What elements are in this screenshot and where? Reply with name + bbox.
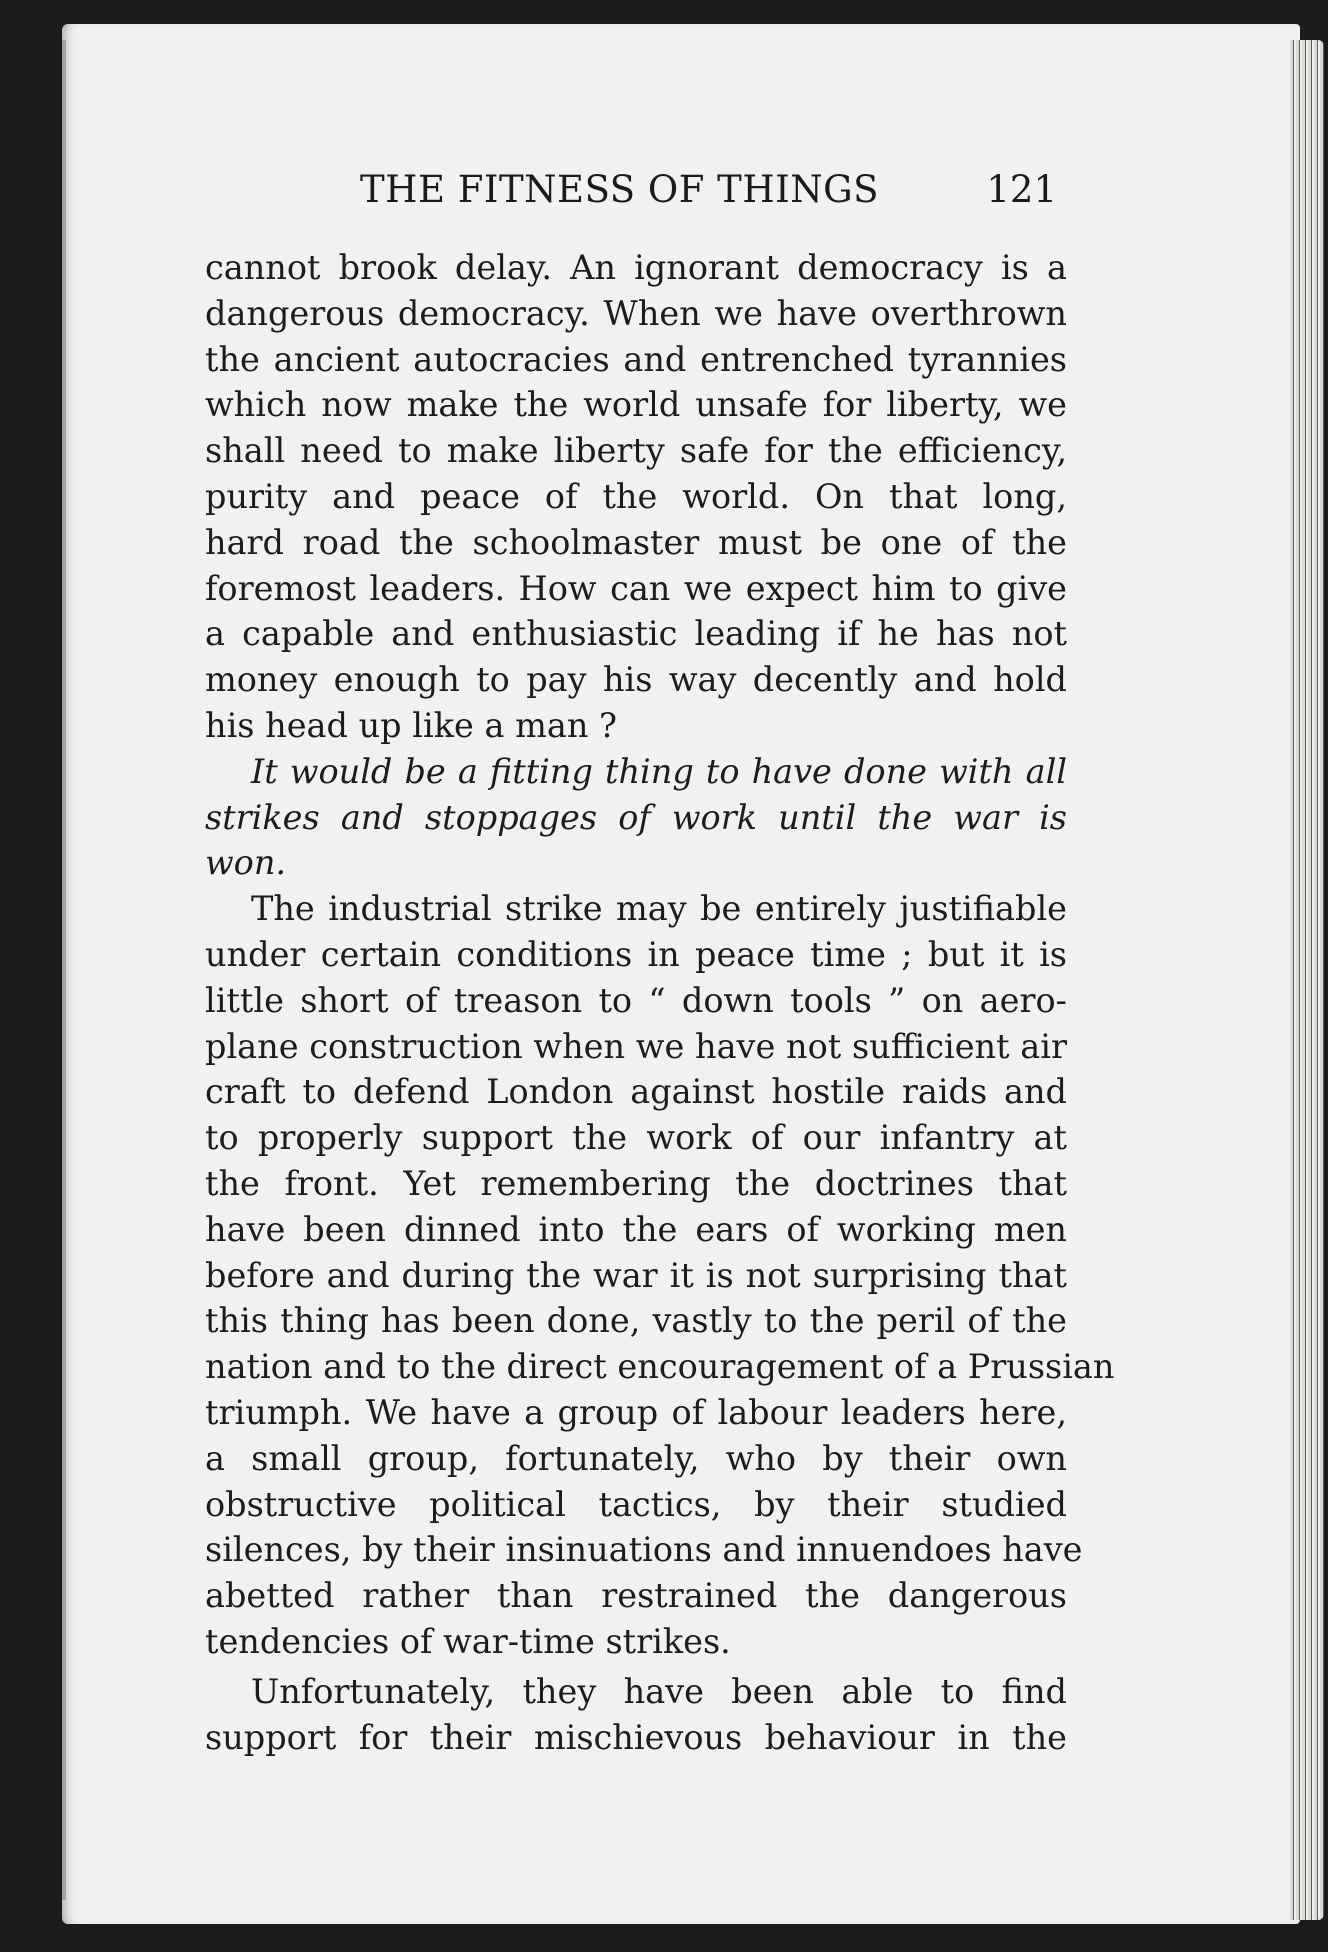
page-number: 121 <box>986 168 1057 211</box>
text-line: tendencies of war-time strikes. <box>205 1621 731 1661</box>
text-line: the front. Yet remembering the doctrines that <box>205 1163 1067 1203</box>
text-line: shall need to make liberty safe for the efficiency, <box>205 431 1067 471</box>
page-gutter <box>62 40 66 1900</box>
text-line: little short of treason to “ down tools ” on aero- <box>205 980 1067 1020</box>
text-line: a small group, fortunately, who by their own <box>205 1438 1067 1478</box>
running-title: THE FITNESS OF THINGS <box>360 168 879 211</box>
text-line: purity and peace of the world. On that long, <box>205 476 1067 516</box>
text-line: won. <box>205 843 287 883</box>
text-line: which now make the world unsafe for liberty, we <box>205 385 1067 425</box>
text-line: craft to defend London against hostile raids and <box>205 1072 1067 1112</box>
text-line: cannot brook delay. An ignorant democracy is a <box>205 248 1067 287</box>
text-line: The industrial strike may be entirely justifiable <box>251 889 1067 929</box>
text-line: abetted rather than restrained the dangerous <box>205 1576 1067 1616</box>
paragraph <box>205 886 1115 1665</box>
text-line: under certain conditions in peace time ; but it is <box>205 934 1067 974</box>
text-line: plane construction when we have not sufficient air <box>205 1026 1067 1066</box>
text-line: foremost leaders. How can we expect him to give <box>205 568 1067 608</box>
text-line: the ancient autocracies and entrenched tyrannies <box>205 339 1067 379</box>
text-line: hard road the schoolmaster must be one of the <box>205 522 1067 562</box>
text-line: money enough to pay his way decently and hold <box>205 660 1067 700</box>
text-line: dangerous democracy. When we have overthrown <box>205 293 1067 333</box>
text-line: strikes and stoppages of work until the war is <box>205 797 1067 837</box>
text-line: his head up like a man ? <box>205 705 618 745</box>
paragraph <box>205 1669 1067 1761</box>
text-line: silences, by their insinuations and innuendoes have <box>205 1530 1083 1570</box>
paragraph-continued <box>205 245 1067 749</box>
text-line: triumph. We have a group of labour leaders here, <box>205 1392 1067 1432</box>
text-line: a capable and enthusiastic leading if he has not <box>205 614 1067 654</box>
italic-heading <box>205 749 1067 886</box>
text-line: obstructive political tactics, by their studied <box>205 1484 1067 1524</box>
text-line: to properly support the work of our infantry at <box>205 1118 1067 1158</box>
page-edges <box>1290 40 1324 1920</box>
running-head <box>205 168 1067 228</box>
body-text <box>205 245 1115 1760</box>
text-line: this thing has been done, vastly to the peril of the <box>205 1301 1067 1341</box>
text-line: support for their mischievous behaviour in the <box>205 1717 1067 1757</box>
text-line: have been dinned into the ears of working men <box>205 1209 1067 1249</box>
text-line: nation and to the direct encouragement of a Prussian <box>205 1347 1115 1387</box>
text-line: before and during the war it is not surprising that <box>205 1255 1067 1295</box>
text-line: It would be a fitting thing to have done with all <box>251 751 1067 791</box>
text-line: Unfortunately, they have been able to find <box>251 1671 1067 1711</box>
